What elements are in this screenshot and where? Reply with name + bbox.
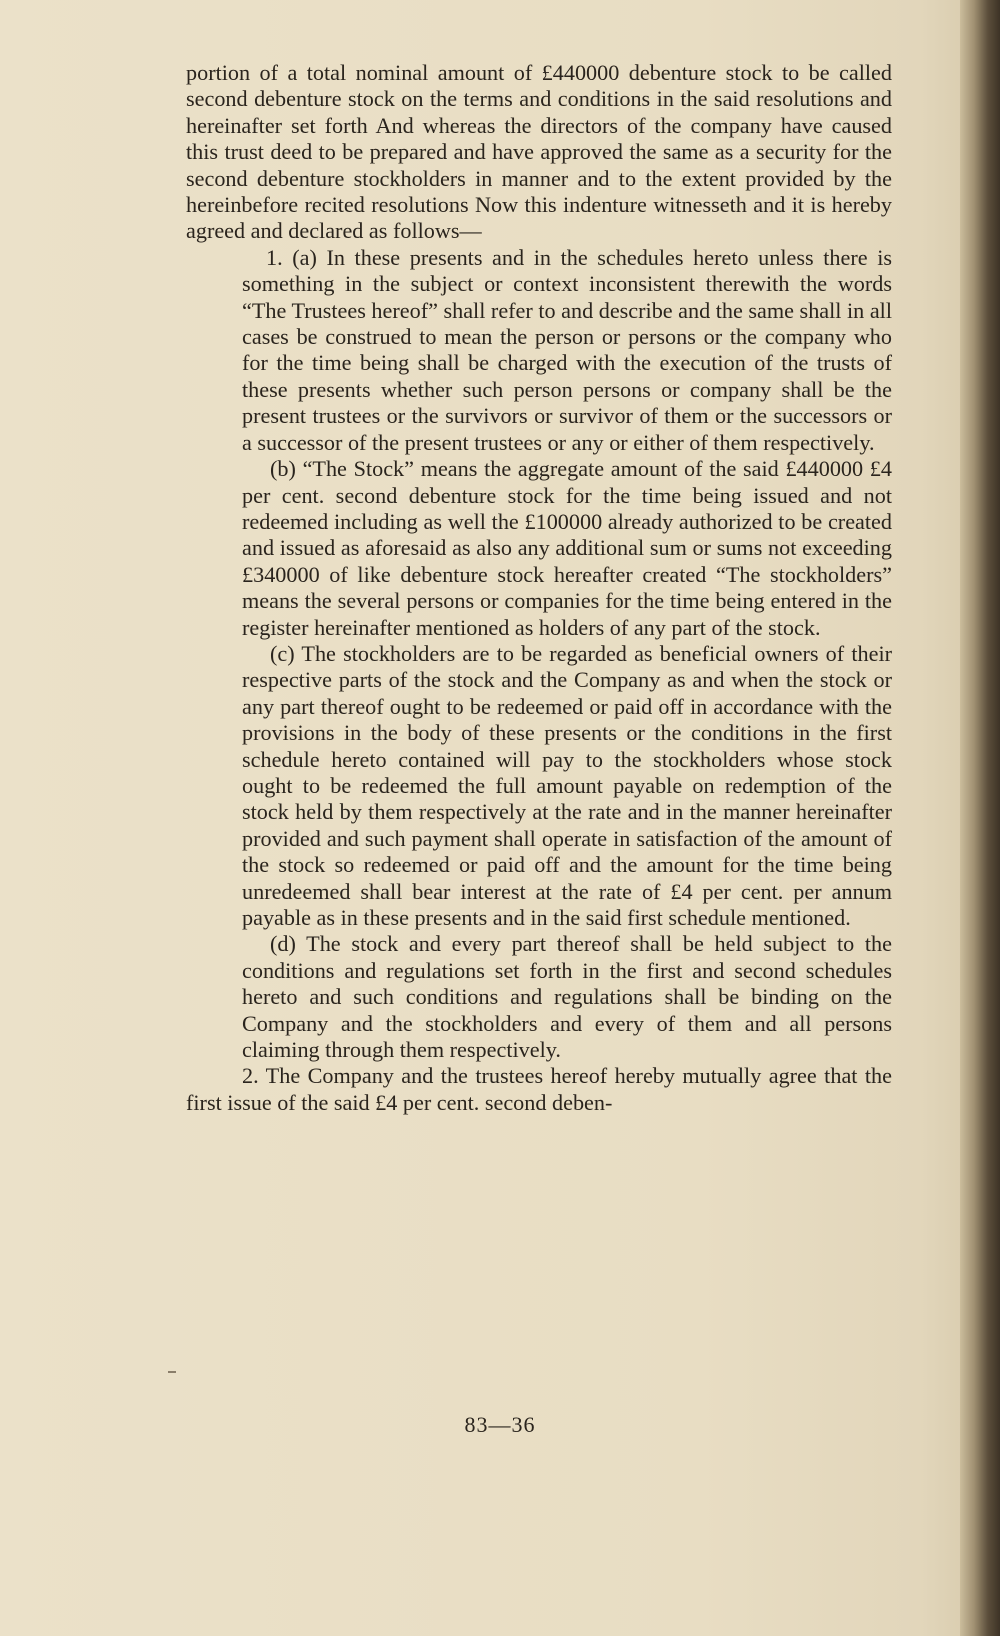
clause-1d: (d) The stock and every part thereof shall be held subject to the conditions and regulations set forth in the first and second schedules hereto and such conditions and regulations shall be binding on the Company and the stockholders and every of them and all persons claiming through them respectively. xyxy=(242,931,892,1063)
clause-1a: 1. (a) In these presents and in the schedules hereto unless there is something in the subject or context inconsistent therewith the words “The Trustees hereof” shall refer to and describe and the same shall in all cases be construed to mean the person or persons or the company who for the time being shall be charged with the execution of the trusts of these presents whether such person persons or company shall be the present trustees or the survivors or survivor of them or the successors or a successor of the present trustees or any or either of them respectively. xyxy=(242,244,892,455)
page-folio: 83—36 xyxy=(464,1412,536,1437)
clause-2: 2. The Company and the trustees hereof hereby mutually agree that the first issue of the said £4 per cent. second deben- xyxy=(186,1063,892,1115)
clause-1b: (b) “The Stock” means the aggregate amount of the said £440000 £4 per cent. second debenture stock for the time being issued and not redeemed including as well the £100000 already authorized to be created and issued as aforesaid as also any additional sum or sums not exceeding £340000 of like debenture stock hereafter created “The stockholders” means the several persons or companies for the time being entered in the register hereinafter mentioned as holders of any part of the stock. xyxy=(242,456,892,640)
margin-dash-mark xyxy=(168,1371,176,1373)
book-spine-shadow xyxy=(960,0,1000,1636)
opening-paragraph: portion of a total nominal amount of £440000 debenture stock to be called second debenture stock on the terms and conditions in the said resolutions and hereinafter set forth And whereas the directors of the company have caused this trust deed to be prepared and have approved the same as a security for the second debenture stockholders in manner and to the extent provided by the hereinbefore recited resolutions Now this indenture witnesseth and it is hereby agreed and declared as follows— xyxy=(186,60,892,244)
clause-1c: (c) The stockholders are to be regarded as beneficial owners of their respective parts of the stock and the Company as and when the stock or any part thereof ought to be redeemed or paid off in accordance with the provisions in the body of these presents or the conditions in the first schedule hereto contained will pay to the stockholders whose stock ought to be redeemed the full amount payable on redemption of the stock held by them respectively at the rate and in the manner hereinafter provided and such payment shall operate in satisfaction of the amount of the stock so redeemed or paid off and the amount for the time being unredeemed shall bear interest at the rate of £4 per cent. per annum payable as in these presents and in the said first schedule mentioned. xyxy=(242,640,892,930)
clause-1-block xyxy=(242,245,892,1064)
body-text xyxy=(186,60,892,1116)
